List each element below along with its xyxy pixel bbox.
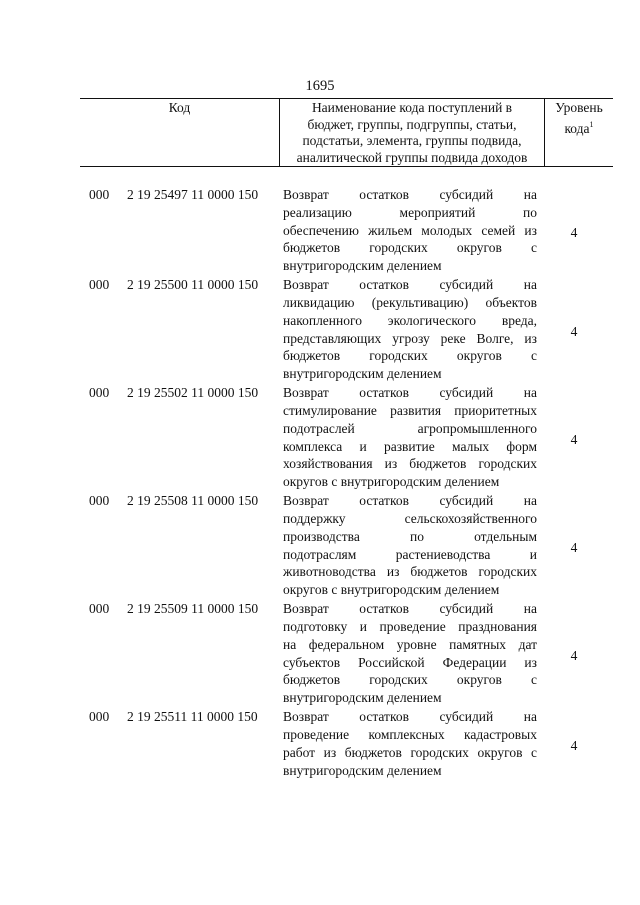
description-line: внутригородским делением — [283, 690, 442, 706]
row-prefix: 000 — [89, 385, 110, 401]
header-level-line — [545, 117, 613, 138]
description-line: комплекса и развитие малых форм — [283, 438, 537, 454]
row-level: 4 — [570, 323, 578, 339]
description-line: бюджетов городских округов с — [283, 240, 537, 256]
row-prefix: 000 — [89, 277, 110, 293]
description-line: округов с внутригородским делением — [283, 474, 500, 490]
row-description — [283, 600, 537, 707]
row-description — [283, 384, 537, 491]
description-line: поддержку сельскохозяйственного — [283, 510, 537, 526]
header-top-rule — [80, 98, 613, 99]
header-name-line: бюджет, группы, подгруппы, статьи, — [307, 116, 517, 132]
row-description — [283, 708, 537, 779]
row-prefix: 000 — [89, 709, 110, 725]
header-name-line: Наименование кода поступлений в — [311, 100, 513, 115]
description-line: ликвидацию (рекультивацию) объектов — [283, 294, 537, 310]
description-line: Возврат остатков субсидий на — [283, 385, 537, 401]
table-header — [80, 98, 613, 168]
header-bottom-rule — [80, 166, 613, 167]
row-code: 2 19 25497 11 0000 150 — [127, 187, 259, 202]
description-line: бюджетов городских округов с — [283, 672, 537, 688]
row-description — [283, 186, 537, 275]
description-line: на федеральном уровне памятных дат — [283, 636, 537, 652]
description-line: Возврат остатков субсидий на — [283, 709, 537, 725]
description-line: внутригородским делением — [283, 762, 442, 778]
description-line: подготовку и проведение празднования — [283, 618, 537, 634]
description-line: Возврат остатков субсидий на — [283, 277, 537, 293]
description-line: проведение комплексных кадастровых — [283, 726, 537, 742]
description-line: Возврат остатков субсидий на — [283, 493, 537, 509]
row-code: 2 19 25509 11 0000 150 — [127, 601, 259, 617]
row-level: 4 — [570, 737, 578, 753]
row-level: 4 — [570, 539, 578, 555]
description-line: работ из бюджетов городских округов с — [283, 744, 537, 760]
description-line: Возврат остатков субсидий на — [283, 601, 537, 617]
header-level-text: кода — [564, 120, 590, 136]
description-line: реализацию мероприятий по — [283, 204, 537, 220]
description-line: подотраслям растениеводства и — [283, 546, 537, 562]
description-line: обеспечению жильем молодых семей из — [283, 222, 537, 238]
footnote-marker: 1 — [589, 119, 594, 129]
header-name-line: аналитической группы подвида доходов — [296, 149, 528, 165]
description-line: внутригородским делением — [283, 258, 442, 274]
row-code: 2 19 25511 11 0000 150 — [127, 709, 258, 725]
row-level: 4 — [570, 647, 578, 663]
description-line: внутригородским делением — [283, 366, 442, 382]
row-prefix: 000 — [89, 493, 110, 509]
row-description — [283, 492, 537, 599]
row-level: 4 — [570, 224, 578, 240]
header-code: Код — [168, 100, 191, 115]
row-prefix: 000 — [89, 601, 110, 617]
description-line: подотраслей агропромышленного — [283, 420, 537, 436]
row-level: 4 — [570, 431, 578, 447]
description-line: округов с внутригородским делением — [283, 582, 500, 598]
row-code: 2 19 25502 11 0000 150 — [127, 385, 259, 401]
header-name-line: подстатьи, элемента, группы подвида, — [302, 133, 522, 148]
description-line: бюджетов городских округов с — [283, 348, 537, 364]
header-name — [280, 100, 544, 166]
page-number: 1695 — [305, 78, 335, 94]
row-prefix: 000 — [89, 187, 110, 202]
header-level — [545, 100, 613, 137]
description-line: накопленного экологического вреда, — [283, 312, 537, 328]
row-description — [283, 276, 537, 383]
description-line: производства по отдельным — [283, 528, 537, 544]
header-level-line: Уровень — [555, 100, 603, 115]
row-code: 2 19 25500 11 0000 150 — [127, 277, 259, 293]
description-line: представляющих угрозу реке Волге, из — [283, 330, 537, 346]
row-code: 2 19 25508 11 0000 150 — [127, 493, 259, 509]
description-line: Возврат остатков субсидий на — [283, 187, 537, 202]
description-line: субъектов Российской Федерации из — [283, 654, 537, 670]
description-line: стимулирование развития приоритетных — [283, 402, 537, 418]
description-line: хозяйствования из бюджетов городских — [283, 456, 537, 472]
description-line: животноводства из бюджетов городских — [283, 564, 537, 580]
